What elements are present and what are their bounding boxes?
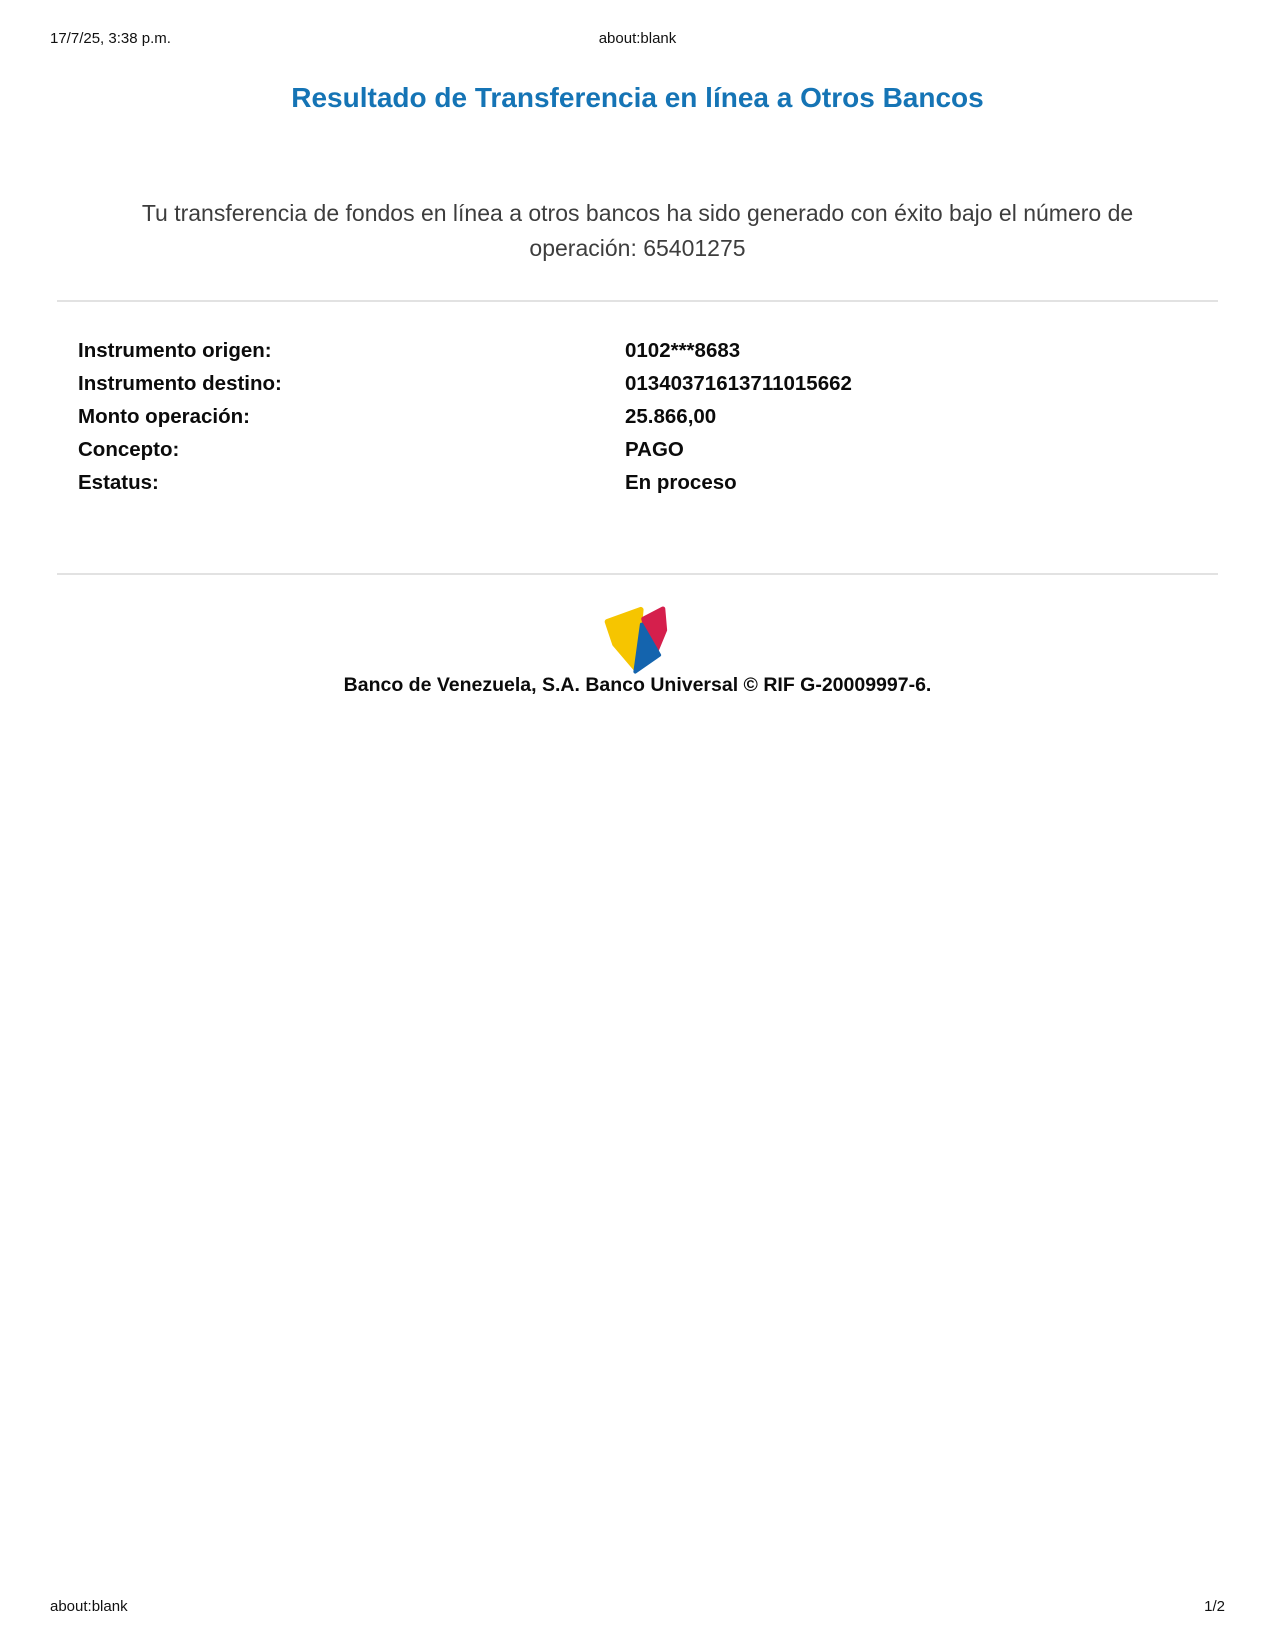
transfer-success-message: Tu transferencia de fondos en línea a otros bancos ha sido generado con éxito bajo el número de operación: 65401275: [141, 200, 1134, 261]
banco-de-venezuela-logo-icon: [604, 606, 672, 680]
detail-value: 25.866,00: [625, 405, 717, 428]
bank-legal-line: Banco de Venezuela, S.A. Banco Universal © RIF G-20009997-6.: [343, 674, 932, 696]
divider-top: [57, 300, 1218, 302]
detail-label: Concepto:: [78, 438, 180, 461]
print-footer-url: about:blank: [50, 1598, 128, 1615]
detail-row: [78, 373, 1197, 394]
detail-row: [78, 439, 1197, 460]
detail-label: Estatus:: [78, 471, 159, 494]
detail-row: [78, 472, 1197, 493]
detail-value: En proceso: [625, 471, 737, 494]
detail-value: 0102***8683: [625, 339, 741, 362]
detail-value: 01340371613711015662: [625, 372, 852, 395]
detail-row: [78, 406, 1197, 427]
divider-bottom: [57, 573, 1218, 575]
detail-label: Monto operación:: [78, 405, 250, 428]
page-number: 1/2: [1204, 1598, 1225, 1615]
detail-label: Instrumento destino:: [78, 372, 282, 395]
print-header: [50, 30, 1225, 50]
detail-label: Instrumento origen:: [78, 339, 272, 362]
print-footer: [50, 1598, 1225, 1618]
print-header-url: about:blank: [598, 30, 677, 47]
page-title: Resultado de Transferencia en línea a Otros Bancos: [291, 82, 984, 113]
detail-row: [78, 340, 1197, 361]
transfer-details: [78, 340, 1197, 505]
print-datetime: 17/7/25, 3:38 p.m.: [50, 30, 171, 47]
detail-value: PAGO: [625, 438, 684, 461]
